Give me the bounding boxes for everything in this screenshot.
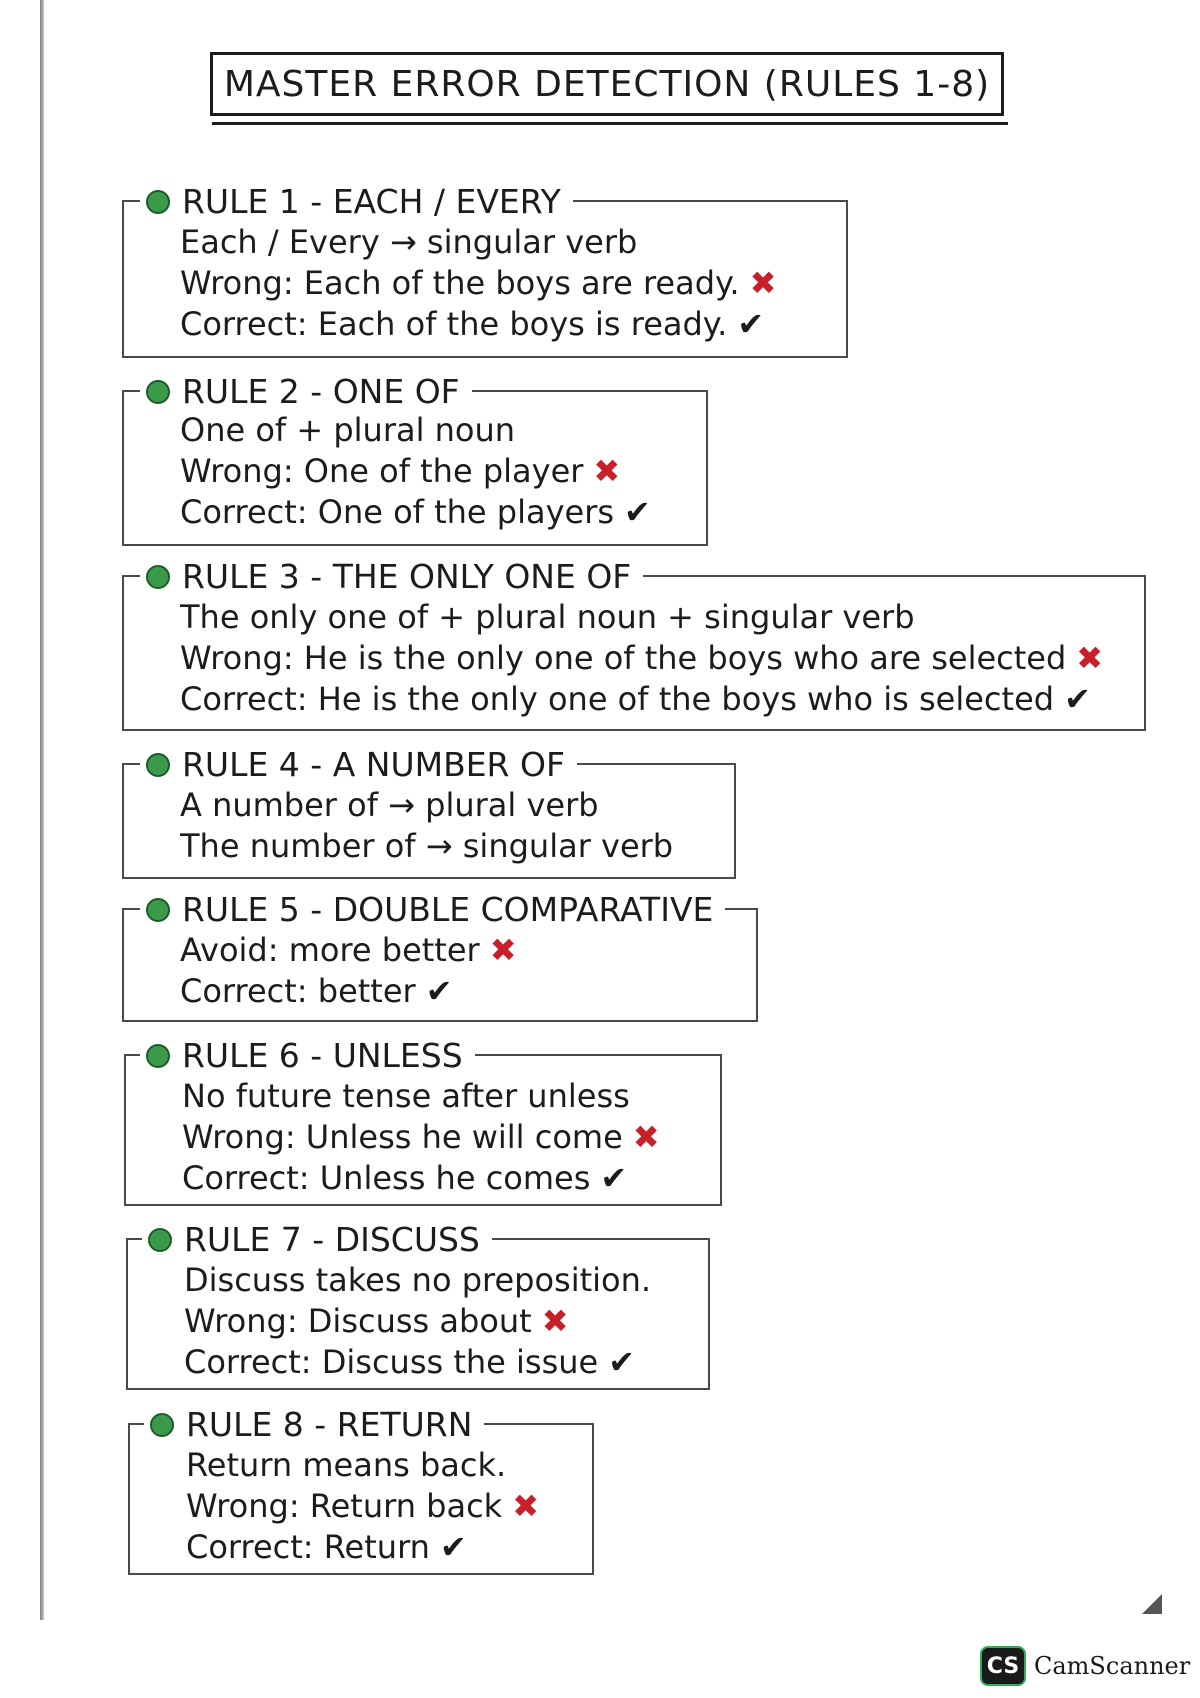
- cross-icon: ✖: [749, 264, 777, 302]
- page-title: [210, 52, 1004, 116]
- bullet-dot-icon: [150, 1413, 174, 1437]
- rule-5-line-1: [180, 931, 517, 969]
- rule-7-heading: [142, 1220, 492, 1259]
- rule-2-heading: [140, 372, 472, 411]
- cross-icon: ✖: [489, 931, 517, 969]
- line-text: Correct: He is the only one of the boys who is selected: [180, 680, 1055, 718]
- rule-4-heading: [140, 745, 577, 784]
- cross-icon: ✖: [512, 1487, 539, 1525]
- rule-7-line-3: [184, 1343, 635, 1381]
- cross-icon: ✖: [541, 1302, 569, 1340]
- line-text: Wrong: Unless he will come: [182, 1118, 623, 1156]
- check-icon: ✔: [439, 1528, 467, 1566]
- check-icon: ✔: [737, 305, 765, 343]
- page-corner-icon: [1142, 1594, 1162, 1614]
- line-text: Correct: One of the players: [180, 493, 615, 531]
- rule-5-line-2: [180, 972, 453, 1010]
- bullet-dot-icon: [146, 1044, 170, 1068]
- title-underline: [212, 122, 1008, 125]
- rule-8-heading: [144, 1405, 484, 1444]
- check-icon: ✔: [425, 972, 453, 1010]
- cross-icon: ✖: [632, 1118, 660, 1156]
- rule-6-line-1: [182, 1077, 630, 1115]
- rule-7-line-1: [184, 1261, 651, 1299]
- rule-5-heading: [140, 890, 725, 929]
- bullet-dot-icon: [146, 898, 170, 922]
- line-text: The number of → singular verb: [180, 827, 674, 865]
- rule-2-line-3: [180, 493, 651, 531]
- camscanner-watermark: [980, 1646, 1190, 1686]
- check-icon: ✔: [1064, 680, 1091, 718]
- line-text: Avoid: more better: [180, 931, 480, 969]
- check-icon: ✔: [608, 1343, 636, 1381]
- line-text: Correct: Discuss the issue: [184, 1343, 599, 1381]
- line-text: One of + plural noun: [180, 411, 516, 449]
- rule-6-heading: [140, 1036, 475, 1075]
- rule-6-line-2: [182, 1118, 660, 1156]
- rule-heading-text: RULE 1 - EACH / EVERY: [182, 182, 561, 221]
- camscanner-logo-icon: CS: [980, 1646, 1026, 1686]
- cross-icon: ✖: [593, 452, 621, 490]
- line-text: Wrong: Each of the boys are ready.: [180, 264, 740, 302]
- line-text: Wrong: He is the only one of the boys who are selected: [180, 639, 1067, 677]
- bullet-dot-icon: [146, 565, 170, 589]
- line-text: Wrong: One of the player: [180, 452, 584, 490]
- line-text: Each / Every → singular verb: [180, 223, 638, 261]
- rule-1-line-1: [180, 223, 637, 261]
- rule-heading-text: RULE 3 - THE ONLY ONE OF: [182, 557, 632, 596]
- rule-6-line-3: [182, 1159, 627, 1197]
- cross-icon: ✖: [1076, 639, 1104, 677]
- rule-3-line-2: [180, 639, 1103, 677]
- line-text: A number of → plural verb: [180, 786, 599, 824]
- check-icon: ✔: [600, 1159, 628, 1197]
- line-text: Correct: Unless he comes: [182, 1159, 591, 1197]
- rule-4-line-1: [180, 786, 599, 824]
- line-text: The only one of + plural noun + singular verb: [180, 598, 915, 636]
- rule-heading-text: RULE 7 - DISCUSS: [184, 1220, 480, 1259]
- line-text: Correct: Return: [186, 1528, 430, 1566]
- rule-7-line-2: [184, 1302, 569, 1340]
- rule-3-heading: [140, 557, 643, 596]
- line-text: No future tense after unless: [182, 1077, 630, 1115]
- rule-4-line-2: [180, 827, 673, 865]
- line-text: Wrong: Discuss about: [184, 1302, 532, 1340]
- line-text: Discuss takes no preposition.: [184, 1261, 652, 1299]
- rule-heading-text: RULE 6 - UNLESS: [182, 1036, 463, 1075]
- bullet-dot-icon: [146, 380, 170, 404]
- line-text: Correct: Each of the boys is ready.: [180, 305, 728, 343]
- rule-2-line-2: [180, 452, 620, 490]
- rule-8-line-1: [186, 1446, 506, 1484]
- page-edge: [40, 0, 44, 1620]
- rule-heading-text: RULE 2 - ONE OF: [182, 372, 460, 411]
- bullet-dot-icon: [148, 1228, 172, 1252]
- rule-heading-text: RULE 4 - A NUMBER OF: [182, 745, 565, 784]
- rule-heading-text: RULE 5 - DOUBLE COMPARATIVE: [182, 890, 714, 929]
- bullet-dot-icon: [146, 753, 170, 777]
- check-icon: ✔: [624, 493, 651, 531]
- rule-3-line-1: [180, 598, 915, 636]
- rule-8-line-3: [186, 1528, 467, 1566]
- camscanner-text: CamScanner: [1034, 1652, 1191, 1680]
- bullet-dot-icon: [146, 190, 170, 214]
- rule-3-line-3: [180, 680, 1091, 718]
- line-text: Correct: better: [180, 972, 416, 1010]
- rule-1-line-2: [180, 264, 776, 302]
- rule-1-line-3: [180, 305, 764, 343]
- page-title-text: MASTER ERROR DETECTION (RULES 1-8): [223, 63, 991, 105]
- rule-2-line-1: [180, 411, 515, 449]
- line-text: Wrong: Return back: [186, 1487, 503, 1525]
- line-text: Return means back.: [186, 1446, 507, 1484]
- rule-1-heading: [140, 182, 573, 221]
- rule-heading-text: RULE 8 - RETURN: [186, 1405, 473, 1444]
- rule-8-line-2: [186, 1487, 539, 1525]
